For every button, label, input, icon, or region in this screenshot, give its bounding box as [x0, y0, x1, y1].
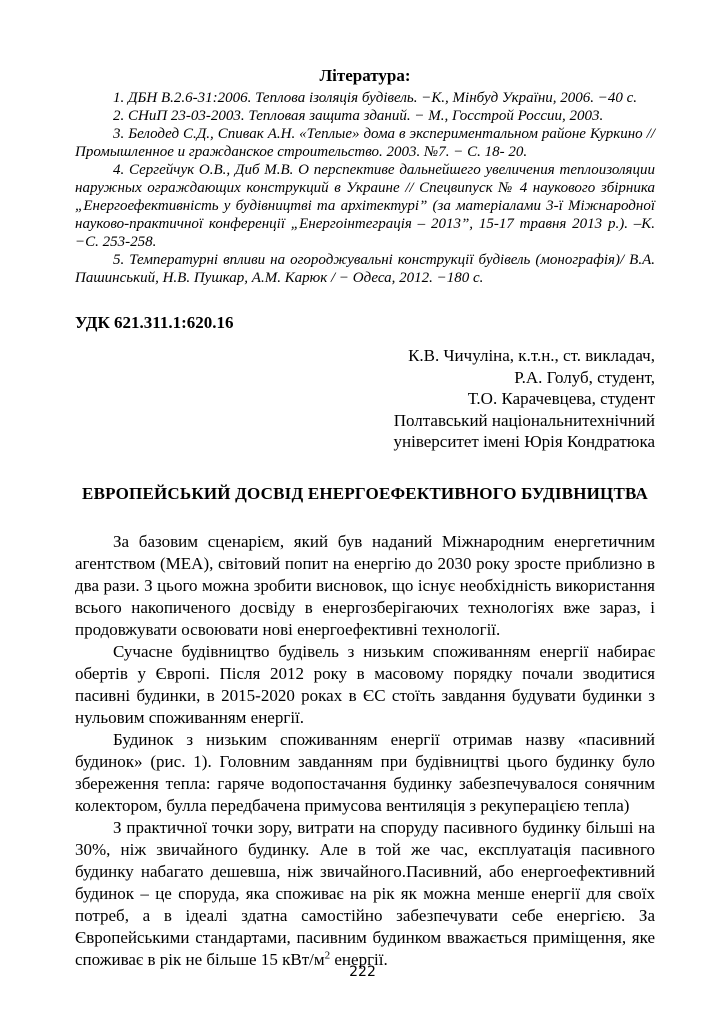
affiliation-line-1: Полтавський національнитехнічний	[393, 410, 655, 430]
literature-section	[75, 66, 655, 287]
udc-code: УДК 621.311.1:620.16	[75, 313, 234, 332]
author-line-2: Р.А. Голуб, студент,	[514, 367, 655, 387]
paragraph-4-tail: енергії.	[330, 949, 388, 969]
reference-item-1: 1. ДБН В.2.6-31:2006. Теплова ізоляція будівель. −К., Мінбуд України, 2006. −40 с.	[113, 90, 638, 106]
page-number: 222	[349, 964, 376, 980]
superscript-2: 2	[324, 948, 331, 961]
article-title: ЕВРОПЕЙСЬКИЙ ДОСВІД ЕНЕРГОЕФЕКТИВНОГО БУДІВНИЦТВА	[82, 483, 648, 503]
literature-heading: Література:	[319, 66, 411, 85]
body-paragraph-1: За базовим сценарієм, який був наданий Міжнародним енергетичним агентством (МЕА), світовий попит на енергію до 2030 року зросте приблизно в два рази. З цього можна зробити висновок, що існує необхідність використання всього накопиченого досвіду в енергозберігаючих технологіях вже зараз, і продовжувати освоювати нові енергоефективні технології.	[75, 531, 655, 639]
authors-block	[75, 345, 655, 453]
reference-item-5: 5. Температурні впливи на огороджувальні конструкції будівель (монографія)/ В.А. Пашинський, Н.В. Пушкар, А.М. Карюк / − Одеса, 2012. −180 с.	[75, 252, 655, 286]
body-paragraph-4	[75, 817, 655, 971]
author-line-3: Т.О. Карачевцева, студент	[467, 389, 655, 408]
paragraph-4-text: З практичної точки зору, витрати на споруду пасивного будинку більші на 30%, ніж звичайного будинку. Але в той же час, експлуатація пасивного будинку набагато дешевша, ніж звичайного.Пасивний, або енергоефективний будинок – це споруда, яка споживає на рік як можна менше енергії для своїх потреб, а в ідеалі здатна самостійно забезпечувати себе енергією. За Європейськими стандартами, пасивним будинком вважається приміщення, яке споживає в рік не більше 15 кВт/м	[75, 817, 655, 969]
article-header	[75, 313, 655, 504]
body-paragraph-3: Будинок з низьким споживанням енергії отримав назву «пасивний будинок» (рис. 1). Головним завданням при будівництві цього будинку було збереження тепла: гаряче водопостачання будинку забезпечувалося сонячним колектором, булла передбачена примусова вентиляція з рекуперацією тепла)	[75, 729, 655, 815]
affiliation-line-2: університет імені Юрія Кондратюка	[393, 432, 655, 451]
author-line-1: К.В. Чичуліна, к.т.н., ст. викладач,	[408, 346, 655, 365]
reference-item-3: 3. Белодед С.Д., Спивак А.Н. «Теплые» дома в экспериментальном районе Куркино // Промышленное и гражданское строительство. 2003. №7. − С. 18- 20.	[75, 126, 655, 160]
body-paragraph-2: Сучасне будівництво будівель з низьким споживанням енергії набирає обертів у Європі. Після 2012 року в масовому порядку почали зводитися пасивні будинки, в 2015-2020 роках в ЄС стоїть завдання будувати будинки з нульовим споживанням енергії.	[75, 641, 655, 727]
reference-item-2: 2. СНиП 23-03-2003. Тепловая защита зданий. − М., Госстрой России, 2003.	[113, 108, 604, 124]
article-body	[75, 531, 655, 971]
reference-item-4: 4. Сергейчук О.В., Диб М.В. О перспективе дальнейшего увеличения теплоизоляции наружных ограждающих конструкций в Украине // Спецвипуск № 4 наукового збірника „Енергоефективність у будівництві та архітектурі” (за матеріалами 3-ї Міжнародної науково-практичної конференції „Енергоінтеграція – 2013”, 15-17 травня 2013 р.). –К. −С. 253-258.	[75, 162, 655, 250]
